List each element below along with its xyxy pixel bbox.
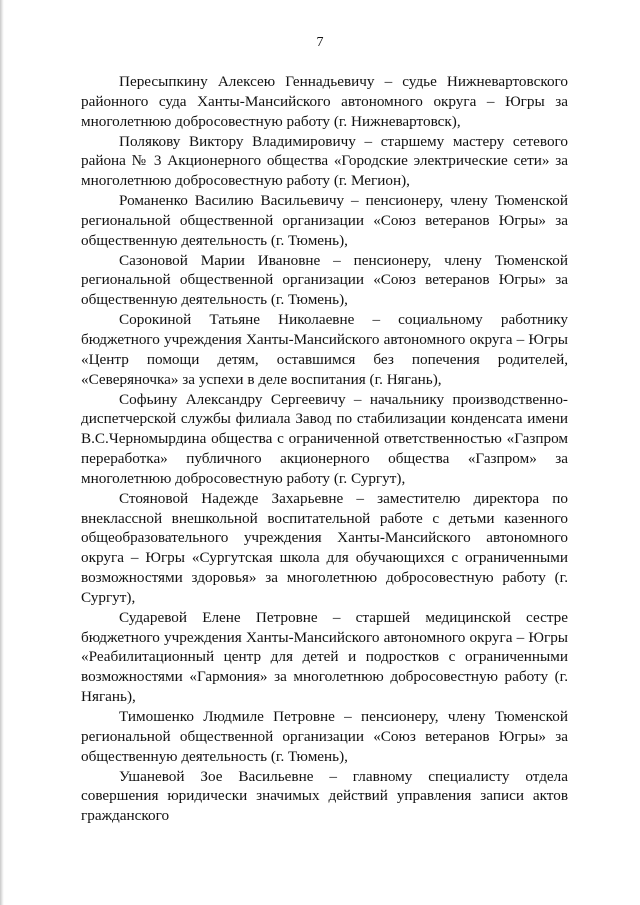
document-body — [81, 72, 568, 826]
award-paragraph-timoshenko: Тимошенко Людмиле Петровне – пенсионеру, члену Тюменской региональной общественной организации «Союз ветеранов Югры» за общественную деятельность (г. Тюмень), — [81, 708, 568, 765]
award-paragraph-stoyanova: Стояновой Надежде Захарьевне – заместителю директора по внеклассной внешкольной воспитательной работе с детьми казенного общеобразовательного учреждения Ханты-Мансийского автономного округа – Югры «Сургутская школа для обучающихся с ограниченными возможностями здоровья» за многолетнюю добросовестную работу (г. Сургут), — [81, 489, 568, 606]
award-paragraph-sudareva: Сударевой Елене Петровне – старшей медицинской сестре бюджетного учреждения Ханты-Мансийского автономного округа – Югры «Реабилитационный центр для детей и подростков с ограниченными возможностями «Гармония» за многолетнюю добросовестную работу (г. Нягань), — [81, 608, 568, 706]
award-paragraph-ushaneva: Ушаневой Зое Васильевне – главному специалисту отдела совершения юридически значимых действий управления записи актов гражданского — [81, 767, 568, 825]
award-paragraph-sorokina: Сорокиной Татьяне Николаевне – социальному работнику бюджетного учреждения Ханты-Мансийского автономного округа – Югры «Центр помощи детям, оставшимся без попечения родителей, «Северяночка» за успехи в деле воспитания (г. Нягань), — [81, 311, 568, 388]
scan-edge — [0, 0, 4, 905]
award-paragraph-sazonova: Сазоновой Марии Ивановне – пенсионеру, члену Тюменской региональной общественной организации «Союз ветеранов Югры» за общественную деятельность (г. Тюмень), — [81, 251, 568, 309]
page-number: 7 — [316, 35, 324, 50]
award-paragraph-peresypkin: Пересыпкину Алексею Геннадьевичу – судье Нижневартовского районного суда Ханты-Мансийского автономного округа – Югры за многолетнюю добросовестную работу (г. Нижневартовск), — [81, 73, 568, 130]
award-paragraph-romanenko: Романенко Василию Васильевичу – пенсионеру, члену Тюменской региональной общественной организации «Союз ветеранов Югры» за общественную деятельность (г. Тюмень), — [81, 192, 568, 249]
award-paragraph-polyakov: Полякову Виктору Владимировичу – старшему мастеру сетевого района № 3 Акционерного общества «Городские электрические сети» за многолетнюю добросовестную работу (г. Мегион), — [81, 132, 568, 190]
award-paragraph-sofin: Софьину Александру Сергеевичу – начальнику производственно-диспетчерской службы филиала Завод по стабилизации конденсата имени В.С.Черномырдина общества с ограниченной ответственностью «Газпром переработка» публичного акционерного общества «Газпром» за многолетнюю добросовестную работу (г. Сургут), — [81, 390, 568, 487]
